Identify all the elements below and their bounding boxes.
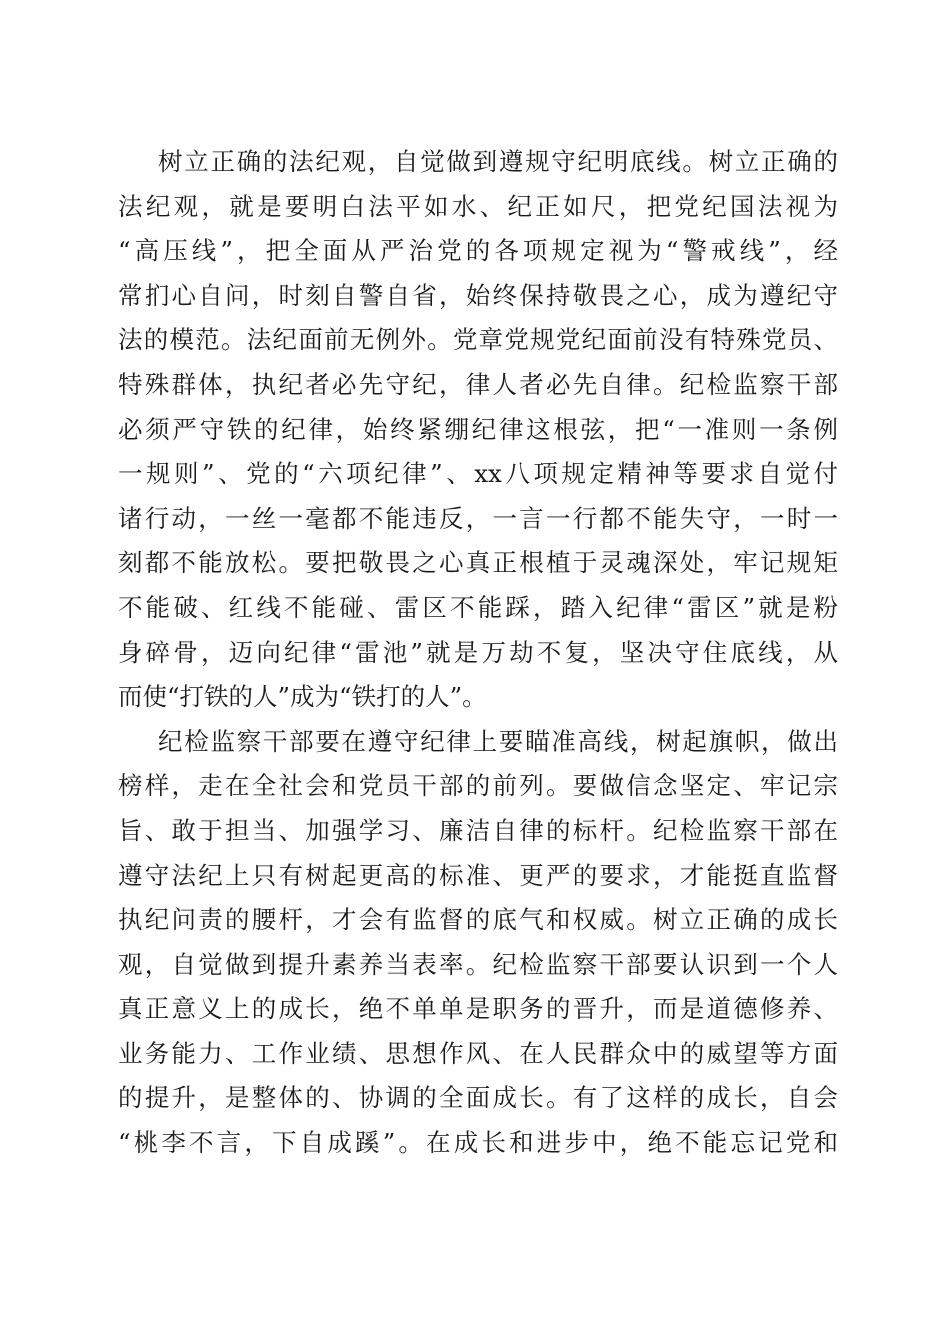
paragraph-line: 诸行动，一丝一毫都不能违反，一言一行都不能失守，一时一 xyxy=(118,503,838,533)
paragraph-line: 刻都不能放松。要把敬畏之心真正根植于灵魂深处，牢记规矩 xyxy=(118,548,838,578)
paragraph-line: 不能破、红线不能碰、雷区不能踩，踏入纪律“雷区”就是粉 xyxy=(118,592,838,622)
paragraph-line: 而使“打铁的人”成为“铁打的人”。 xyxy=(118,682,487,712)
paragraph-line: 必须严守铁的纪律，始终紧绷纪律这根弦，把“一准则一条例 xyxy=(118,414,838,444)
paragraph-line: 榜样，走在全社会和党员干部的前列。要做信念坚定、牢记宗 xyxy=(118,771,838,801)
paragraph-line: 法纪观，就是要明白法平如水、纪正如尺，把党纪国法视为 xyxy=(118,191,838,221)
paragraph-line: 观，自觉做到提升素养当表率。纪检监察干部要认识到一个人 xyxy=(118,949,838,979)
paragraph-line: 常扪心自问，时刻自警自省，始终保持敬畏之心，成为遵纪守 xyxy=(118,280,838,310)
paragraph-line: “桃李不言，下自成蹊”。在成长和进步中，绝不能忘记党和 xyxy=(118,1128,838,1158)
paragraph-line: 树立正确的法纪观，自觉做到遵规守纪明底线。树立正确的 xyxy=(158,147,838,176)
paragraph-line: “高压线”，把全面从严治党的各项规定视为“警戒线”，经 xyxy=(118,236,838,266)
document-body xyxy=(118,140,838,1166)
paragraph-line: 身碎骨，迈向纪律“雷池”就是万劫不复，坚决守住底线，从 xyxy=(118,637,838,667)
paragraph-2 xyxy=(118,720,838,1166)
paragraph-line: 特殊群体，执纪者必先守纪，律人者必先自律。纪检监察干部 xyxy=(118,369,838,399)
paragraph-line: 一规则”、党的“六项纪律”、xx八项规定精神等要求自觉付 xyxy=(118,459,838,489)
paragraph-line: 法的模范。法纪面前无例外。党章党规党纪面前没有特殊党员、 xyxy=(118,325,838,355)
paragraph-line: 业务能力、工作业绩、思想作风、在人民群众中的威望等方面 xyxy=(118,1038,838,1068)
paragraph-line: 遵守法纪上只有树起更高的标准、更严的要求，才能挺直监督 xyxy=(118,860,838,890)
paragraph-line: 旨、敢于担当、加强学习、廉洁自律的标杆。纪检监察干部在 xyxy=(118,815,838,845)
paragraph-line: 真正意义上的成长，绝不单单是职务的晋升，而是道德修养、 xyxy=(118,994,838,1024)
paragraph-line: 纪检监察干部要在遵守纪律上要瞄准高线，树起旗帜，做出 xyxy=(158,726,838,756)
paragraph-line: 执纪问责的腰杆，才会有监督的底气和权威。树立正确的成长 xyxy=(118,905,838,935)
paragraph-1 xyxy=(118,140,838,720)
paragraph-line: 的提升，是整体的、协调的全面成长。有了这样的成长，自会 xyxy=(118,1083,838,1113)
